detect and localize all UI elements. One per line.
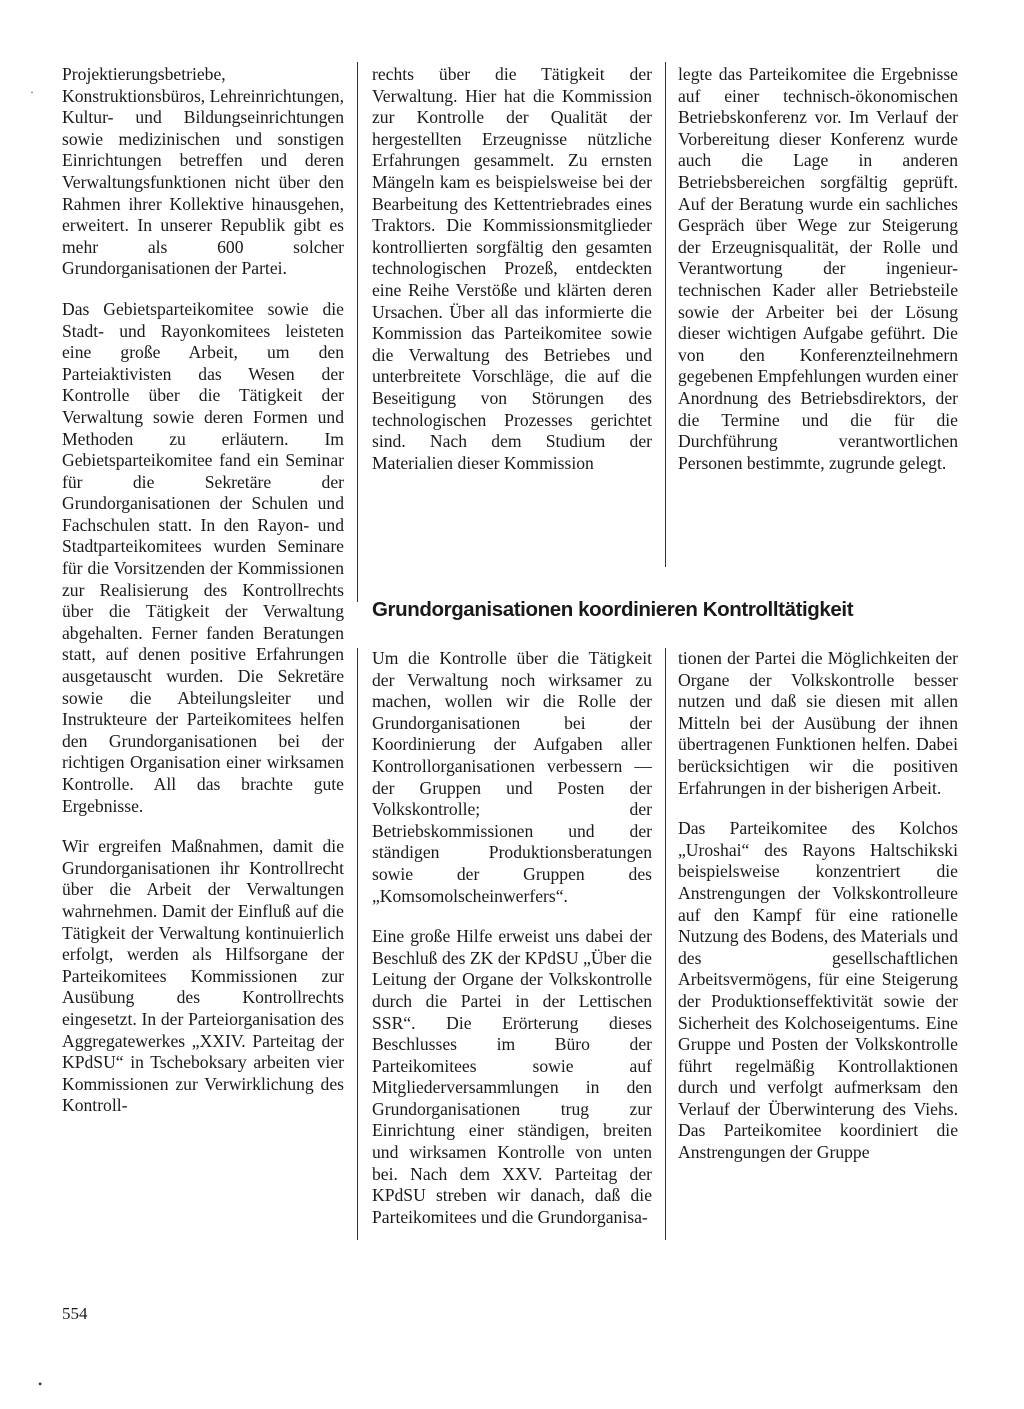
column-left [62, 64, 344, 1117]
column-right-top [678, 64, 958, 474]
column-divider [357, 648, 358, 1240]
section-heading: Grundorganisationen koordinieren Kontrolltätigkeit [372, 598, 854, 621]
scan-speck: · [30, 85, 34, 99]
paragraph: tionen der Partei die Möglichkeiten der Organe der Volkskontrolle besser nutzen und daß sie diesen mit allen Mitteln bei der Ausübung der ihnen übertragenen Funktionen helfen. Dabei berücksichtigen wir die positiven Erfahrungen in der bisherigen Arbeit. [678, 648, 958, 798]
paragraph: Um die Kontrolle über die Tätigkeit der Verwaltung noch wirksamer zu machen, wollen wir die Rolle der Grundorganisationen bei der Koordinierung der Aufgaben aller Kontrollorganisationen verbessern — der Gruppen und Posten der Volkskontrolle; der Betriebskommissionen und der ständigen Produktionsberatungen sowie der Gruppen des „Komsomolscheinwerfers“. [372, 648, 652, 906]
paragraph: Das Parteikomitee des Kolchos „Uroshai“ des Rayons Haltschikski beispielsweise konzentriert die Anstrengungen der Volkskontrolleure auf den Kampf für eine rationelle Nutzung des Bodens, des Materials und des gesellschaftlichen Arbeitsvermögens, für eine Steigerung der Produktionseffektivität sowie der Sicherheit des Kolchoseigentums. Eine Gruppe und Posten der Volkskontrolle führt regelmäßig Kontrollaktionen durch und verfolgt aufmerksam den Verlauf der Überwinterung des Viehs. Das Parteikomitee koordiniert die Anstrengungen der Gruppe [678, 818, 958, 1163]
column-divider [665, 62, 666, 567]
paragraph: rechts über die Tätigkeit der Verwaltung. Hier hat die Kommission zur Kontrolle der Qualität der hergestellten Erzeugnisse nützliche Erfahrungen gesammelt. Zu ernsten Mängeln kam es beispielsweise bei der Bearbeitung des Kettentriebrades eines Traktors. Die Kommissionsmitglieder kontrollierten sorgfältig den gesamten technologischen Prozeß, entdeckten eine Reihe Verstöße und klärten deren Ursachen. Über all das informierte die Kommission das Parteikomitee sowie die Verwaltung des Betriebes und unterbreitete Vorschläge, die auf die Beseitigung von Störungen des technologischen Prozesses gerichtet sind. Nach dem Studium der Materialien dieser Kommission [372, 64, 652, 473]
column-divider [665, 648, 666, 1240]
column-middle-top [372, 64, 652, 474]
paragraph: Wir ergreifen Maßnahmen, damit die Grundorganisationen ihr Kontrollrecht über die Arbeit der Verwaltungen wahrnehmen. Damit der Einfluß auf die Tätigkeit der Verwaltung kontinuierlich erfolgt, werden als Hilfsorgane der Parteikomitees Kommissionen zur Ausübung des Kontrollrechts eingesetzt. In der Parteiorganisation des Aggregatewerkes „XXIV. Parteitag der KPdSU“ in Tscheboksary arbeiten vier Kommissionen zur Verwirklichung des Kontroll- [62, 836, 344, 1116]
paragraph: Projektierungsbetriebe, Konstruktionsbüros, Lehreinrichtungen, Kultur- und Bildungseinrichtungen sowie medizinischen und sonstigen Einrichtungen betreffen und deren Verwaltungsfunktionen nicht über den Rahmen ihrer Kollektive hinausgehen, erweitert. In unserer Republik gibt es mehr als 600 solcher Grundorganisationen der Partei. [62, 64, 344, 279]
paragraph: legte das Parteikomitee die Ergebnisse auf einer technisch-ökonomischen Betriebskonferenz vor. Im Verlauf der Vorbereitung dieser Konferenz wurde auch die Lage in anderen Betriebsbereichen sorgfältig geprüft. Auf der Beratung wurde ein sachliches Gespräch über Wege zur Steigerung der Erzeugnisqualität, der Rolle und Verantwortung der ingenieur-technischen Kader aller Betriebsteile sowie der Arbeiter bei der Lösung dieser wichtigen Aufgabe geführt. Die von den Konferenzteilnehmern gegebenen Empfehlungen wurden einer Anordnung des Betriebsdirektors, der die Termine und die für die Durchführung verantwortlichen Personen bestimmte, zugrunde gelegt. [678, 64, 958, 473]
scan-speck: • [38, 1377, 43, 1391]
column-right-bottom [678, 648, 958, 1164]
paragraph: Das Gebietsparteikomitee sowie die Stadt- und Rayonkomitees leisteten eine große Arbeit, um den Parteiaktivisten das Wesen der Kontrolle über die Tätigkeit der Verwaltung sowie deren Formen und Methoden zu erläutern. Im Gebietsparteikomitee fand ein Seminar für die Sekretäre der Grundorganisationen der Schulen und Fachschulen statt. In den Rayon- und Stadtparteikomitees wurden Seminare für die Vorsitzenden der Kommissionen zur Realisierung des Kontrollrechts über die Tätigkeit der Verwaltung abgehalten. Ferner fanden Beratungen statt, auf denen positive Erfahrungen ausgetauscht wurden. Die Sekretäre sowie die Abteilungsleiter und Instrukteure der Parteikomitees helfen den Grundorganisationen bei der richtigen Organisation einer wirksamen Kontrolle. All das brachte gute Ergebnisse. [62, 298, 344, 816]
column-middle-bottom [372, 648, 652, 1228]
column-divider [357, 62, 358, 602]
paragraph: Eine große Hilfe erweist uns dabei der Beschluß des ZK der KPdSU „Über die Leitung der Organe der Volkskontrolle durch die Partei in der Lettischen SSR“. Die Erörterung dieses Beschlusses im Büro der Parteikomitees sowie auf Mitgliederversammlungen in den Grundorganisationen trug zur Einrichtung einer ständigen, breiten und wirksamen Kontrolle von unten bei. Nach dem XXV. Parteitag der KPdSU streben wir danach, daß die Parteikomitees und die Grundorganisa- [372, 926, 652, 1227]
page-number: 554 [62, 1304, 88, 1323]
